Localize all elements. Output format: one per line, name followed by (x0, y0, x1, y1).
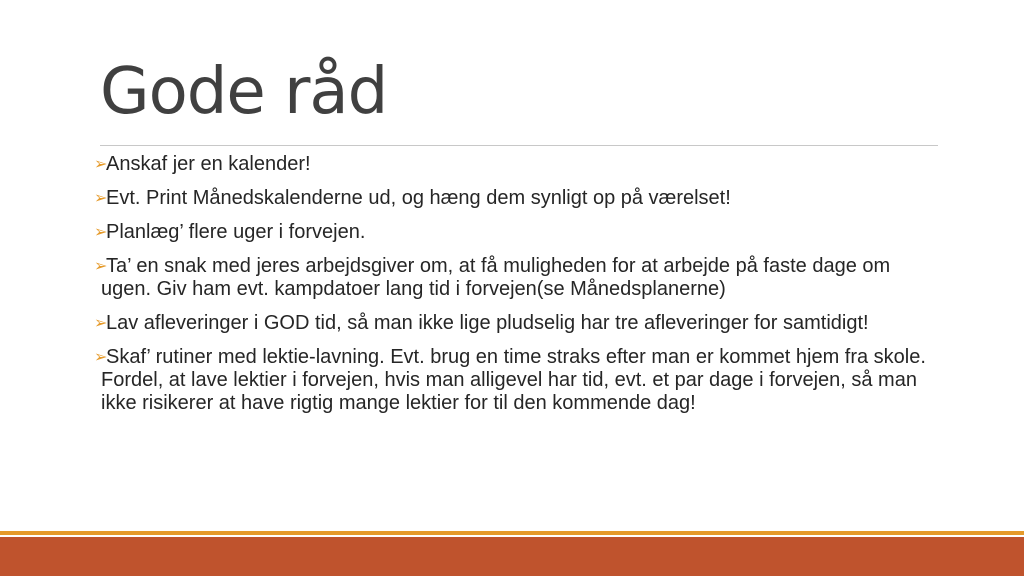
bullet-item (94, 312, 944, 335)
arrow-bullet-icon: ➢ (94, 190, 108, 207)
bullet-text: Skaf’ rutiner med lektie-lavning. Evt. brug en time straks efter man er kommet hjem fra skole. Fordel, at lave lektier i forvejen, hvis man alligevel har tid, evt. et par dage i forvejen, så man ikke risikerer at have rigtig mange lektier for til den kommende dag! (101, 346, 926, 414)
arrow-bullet-icon: ➢ (94, 156, 108, 173)
bullet-text: Planlæg’ flere uger i forvejen. (106, 221, 366, 243)
bullet-item (94, 221, 944, 244)
slide-title: Gode råd (100, 55, 388, 129)
bullet-text: Ta’ en snak med jeres arbejdsgiver om, at få muligheden for at arbejde på faste dage om ugen. Giv ham evt. kampdatoer lang tid i forvejen(se Månedsplanerne) (101, 255, 891, 300)
bullet-item (94, 187, 944, 210)
arrow-bullet-icon: ➢ (94, 349, 108, 366)
arrow-bullet-icon: ➢ (94, 224, 108, 241)
bullet-item (94, 255, 944, 301)
bullet-text: Anskaf jer en kalender! (106, 153, 311, 175)
bullet-text: Evt. Print Månedskalenderne ud, og hæng dem synligt op på værelset! (106, 187, 731, 209)
arrow-bullet-icon: ➢ (94, 258, 108, 275)
footer-accent-line (0, 531, 1024, 535)
bullet-item (94, 346, 944, 415)
footer-bar (0, 537, 1024, 576)
bullet-text: Lav afleveringer i GOD tid, så man ikke lige pludselig har tre afleveringer for samtidigt! (106, 312, 869, 334)
arrow-bullet-icon: ➢ (94, 315, 108, 332)
bullet-list (94, 153, 944, 426)
bullet-item (94, 153, 944, 176)
title-divider (100, 145, 938, 146)
